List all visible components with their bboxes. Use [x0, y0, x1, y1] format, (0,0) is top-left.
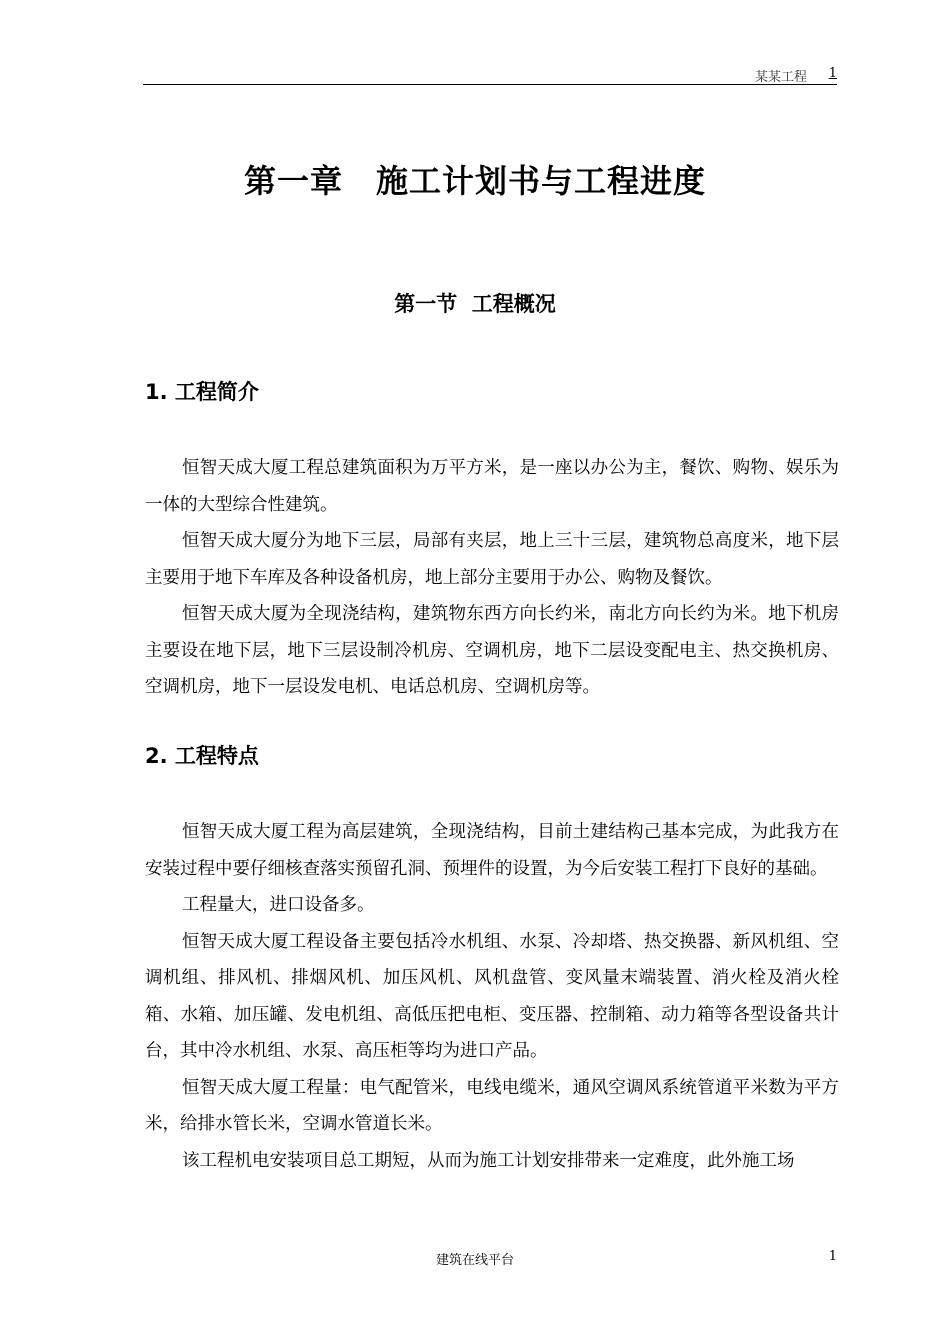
paragraph: 恒智天成大厦为全现浇结构，建筑物东西方向长约米，南北方向长约为米。地下机房主要设在地下层，地下三层设制冷机房、空调机房，地下二层设变配电主、热交换机房、空调机房，地下一层设发电机、电话总机房、空调机房等。 [145, 604, 839, 697]
section-title: 第一节 工程概况 [394, 292, 556, 316]
footer-platform-name: 建筑在线平台 [435, 1253, 514, 1268]
paragraph: 工程量大，进口设备多。 [182, 895, 375, 915]
paragraph: 恒智天成大厦工程为高层建筑，全现浇结构，目前土建结构己基本完成，为此我方在安装过程中要仔细核查落实预留孔洞、预埋件的设置，为今后安装工程打下良好的基础。 [145, 822, 839, 879]
paragraph: 恒智天成大厦分为地下三层，局部有夹层，地上三十三层，建筑物总高度米，地下层主要用于地下车库及各种设备机房，地上部分主要用于办公、购物及餐饮。 [145, 531, 839, 588]
intro-text-block [145, 450, 839, 706]
chapter-title: 第一章 施工计划书与工程进度 [243, 162, 706, 200]
heading-project-features: 2. 工程特点 [145, 744, 259, 768]
paragraph: 恒智天成大厦工程总建筑面积为万平方米，是一座以办公为主，餐饮、购物、娱乐为一体的大型综合性建筑。 [145, 458, 839, 515]
paragraph: 恒智天成大厦工程量：电气配管米，电线电缆米，通风空调风系统管道平米数为平方米，给排水管长米，空调水管道长米。 [145, 1077, 839, 1134]
page-header [143, 64, 837, 85]
paragraph: 恒智天成大厦工程设备主要包括冷水机组、水泵、冷却塔、热交换器、新风机组、空调机组、排风机、排烟风机、加压风机、风机盘管、变风量末端装置、消火栓及消火栓箱、水箱、加压罐、发电机组、高低压把电柜、变压器、控制箱、动力箱等各型设备共计台，其中冷水机组、水泵、高压柜等均为进口产品。 [145, 931, 839, 1061]
header-page-number: 1 [828, 66, 837, 81]
features-text-block [145, 814, 839, 1179]
footer-page-number: 1 [828, 1249, 837, 1264]
paragraph: 该工程机电安装项目总工期短，从而为施工计划安排带来一定难度，此外施工场 [182, 1150, 795, 1171]
header-title: 某某工程 [754, 70, 807, 85]
heading-project-intro: 1. 工程简介 [145, 380, 259, 404]
